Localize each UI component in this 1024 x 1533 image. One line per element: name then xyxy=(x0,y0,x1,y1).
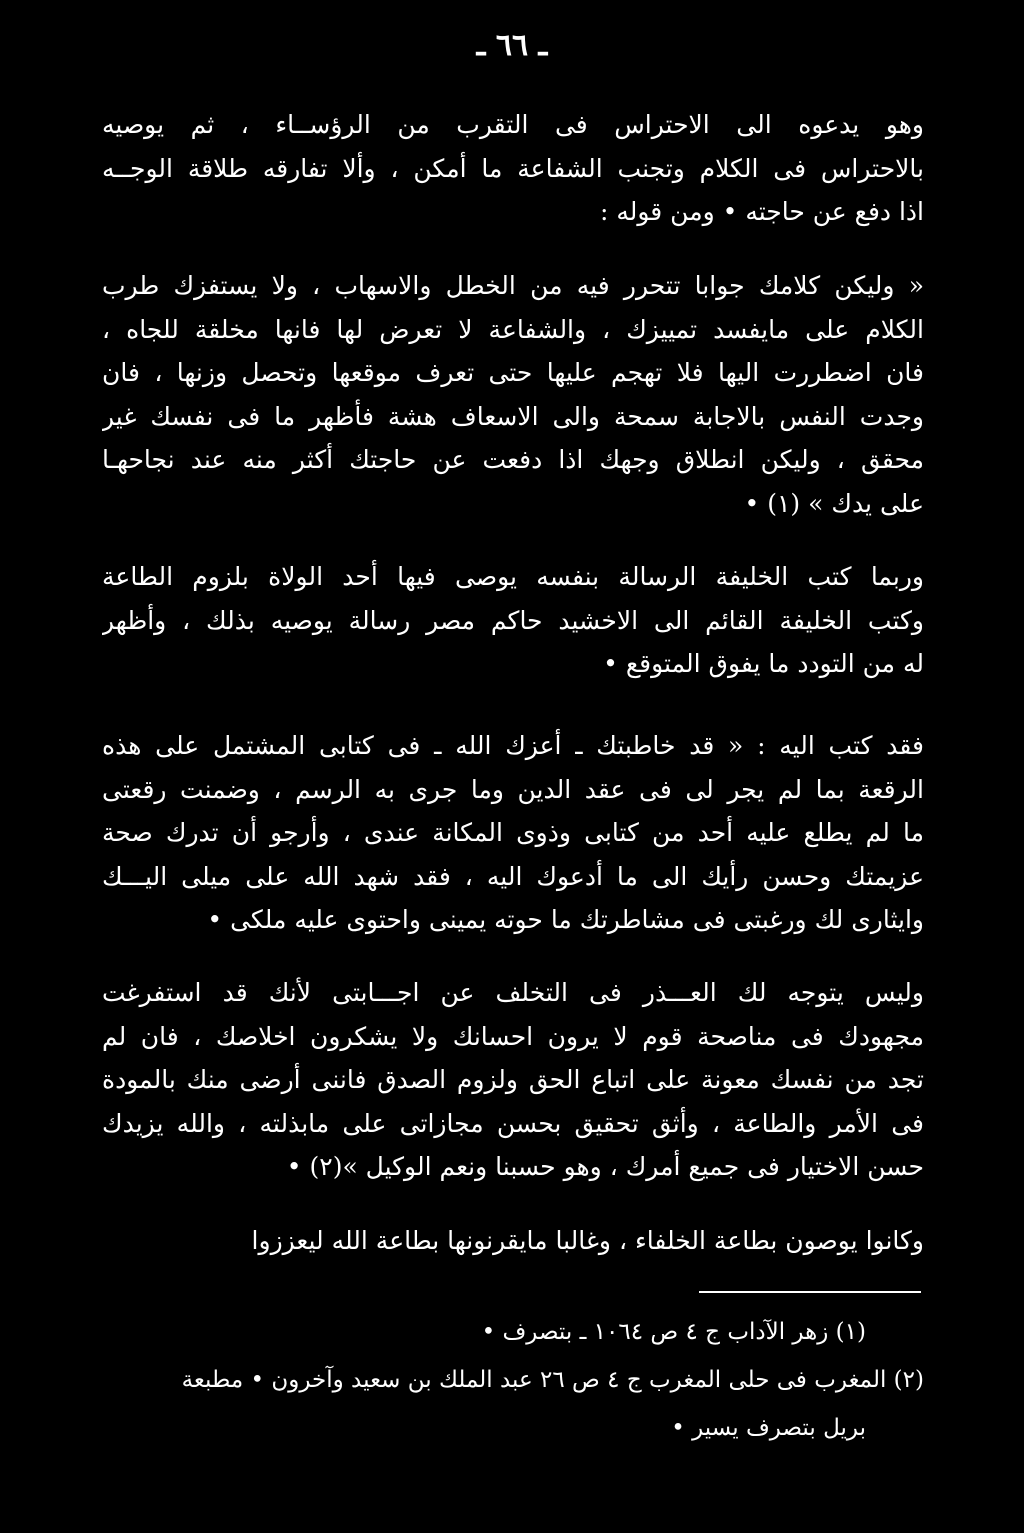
text-line: الرقعة بما لم يجر لى فى عقد الدين وما جرى به الرسم ، وضمنت رقعتى xyxy=(102,774,924,804)
footnote-2-continued: بريل بتصرف يسير • xyxy=(671,1415,866,1441)
page-number: ـ ٦٦ ـ xyxy=(476,28,548,63)
text-line: وهو يدعوه الى الاحتراس فى التقرب من الرؤســاء ، ثم يوصيه xyxy=(102,110,924,139)
text-line: الكلام على مايفسد تمييزك ، والشفاعة لا تعرض لها فانها مخلقة للجاه ، xyxy=(102,314,924,344)
text-line: اذا دفع عن حاجته • ومن قوله : xyxy=(599,197,924,226)
footnote-2: (٢) المغرب فى حلى المغرب ج ٤ ص ٢٦ عبد الملك بن سعيد وآخرون • مطبعة xyxy=(181,1367,924,1393)
footnote-1: (١) زهر الآداب ج ٤ ص ١٠٦٤ ـ بتصرف • xyxy=(481,1319,866,1345)
text-line: وليس يتوجه لك العـــذر فى التخلف عن اجـــابتى لأنك قد استفرغت xyxy=(102,978,924,1007)
footnotes xyxy=(106,1308,924,1452)
text-line: وجدت النفس بالاجابة سمحة والى الاسعاف هشة فأظهر ما فى نفسك غير xyxy=(102,401,924,431)
text-line: وايثارى لك ورغبتى فى مشاطرتك ما حوته يمينى واحتوى عليه ملكى • xyxy=(207,905,924,934)
text-line: بالاحتراس فى الكلام وتجنب الشفاعة ما أمكن ، وألا تفارقه طلاقة الوجــه xyxy=(102,153,924,183)
text-line: فقد كتب اليه : « قد خاطبتك ـ أعزك الله ـ فى كتابى المشتمل على هذه xyxy=(102,731,924,760)
footnote-rule xyxy=(699,1291,921,1293)
text-line: عزيمتك وحسن رأيك الى ما أدعوك اليه ، فقد شهد الله على ميلى اليـــك xyxy=(102,861,924,891)
text-line: له من التودد ما يفوق المتوقع • xyxy=(603,649,924,678)
text-line: حسن الاختيار فى جميع أمرك ، وهو حسبنا ونعم الوكيل »(٢) • xyxy=(286,1152,924,1181)
text-line: تجد من نفسك معونة على اتباع الحق ولزوم الصدق فاننى أرضى منك بالمودة xyxy=(102,1065,924,1094)
text-line: على يدك » (١) • xyxy=(744,488,924,518)
text-line: فى الأمر والطاعة ، وأثق تحقيق بحسن مجازاتى على مابذلته ، والله يزيدك xyxy=(102,1108,924,1138)
text-line: محقق ، وليكن انطلاق وجهك اذا دفعت عن حاجتك أكثر منه عند نجاحهـا xyxy=(102,445,924,474)
text-line: مجهودك فى مناصحة قوم لا يرون احسانك ولا يشكرون اخلاصك ، فان لم xyxy=(102,1021,924,1051)
text-line: فان اضطررت اليها فلا تهجم عليها حتى تعرف موقعها وتحصل وزنها ، فان xyxy=(102,358,924,387)
text-line: « وليكن كلامك جوابا تتحرر فيه من الخطل والاسهاب ، ولا يستفزك طرب xyxy=(102,271,924,300)
text-line: وكتب الخليفة القائم الى الاخشيد حاكم مصر رسالة يوصيه بذلك ، وأظهر xyxy=(102,605,924,635)
text-line: ما لم يطلع عليه أحد من كتابى وذوى المكانة عندى ، وأرجو أن تدرك صحة xyxy=(102,818,924,847)
text-line: وربما كتب الخليفة الرسالة بنفسه يوصى فيها أحد الولاة بلزوم الطاعة xyxy=(102,562,924,591)
text-line: وكانوا يوصون بطاعة الخلفاء ، وغالبا مايقرنونها بطاعة الله ليعززوا xyxy=(251,1226,924,1255)
